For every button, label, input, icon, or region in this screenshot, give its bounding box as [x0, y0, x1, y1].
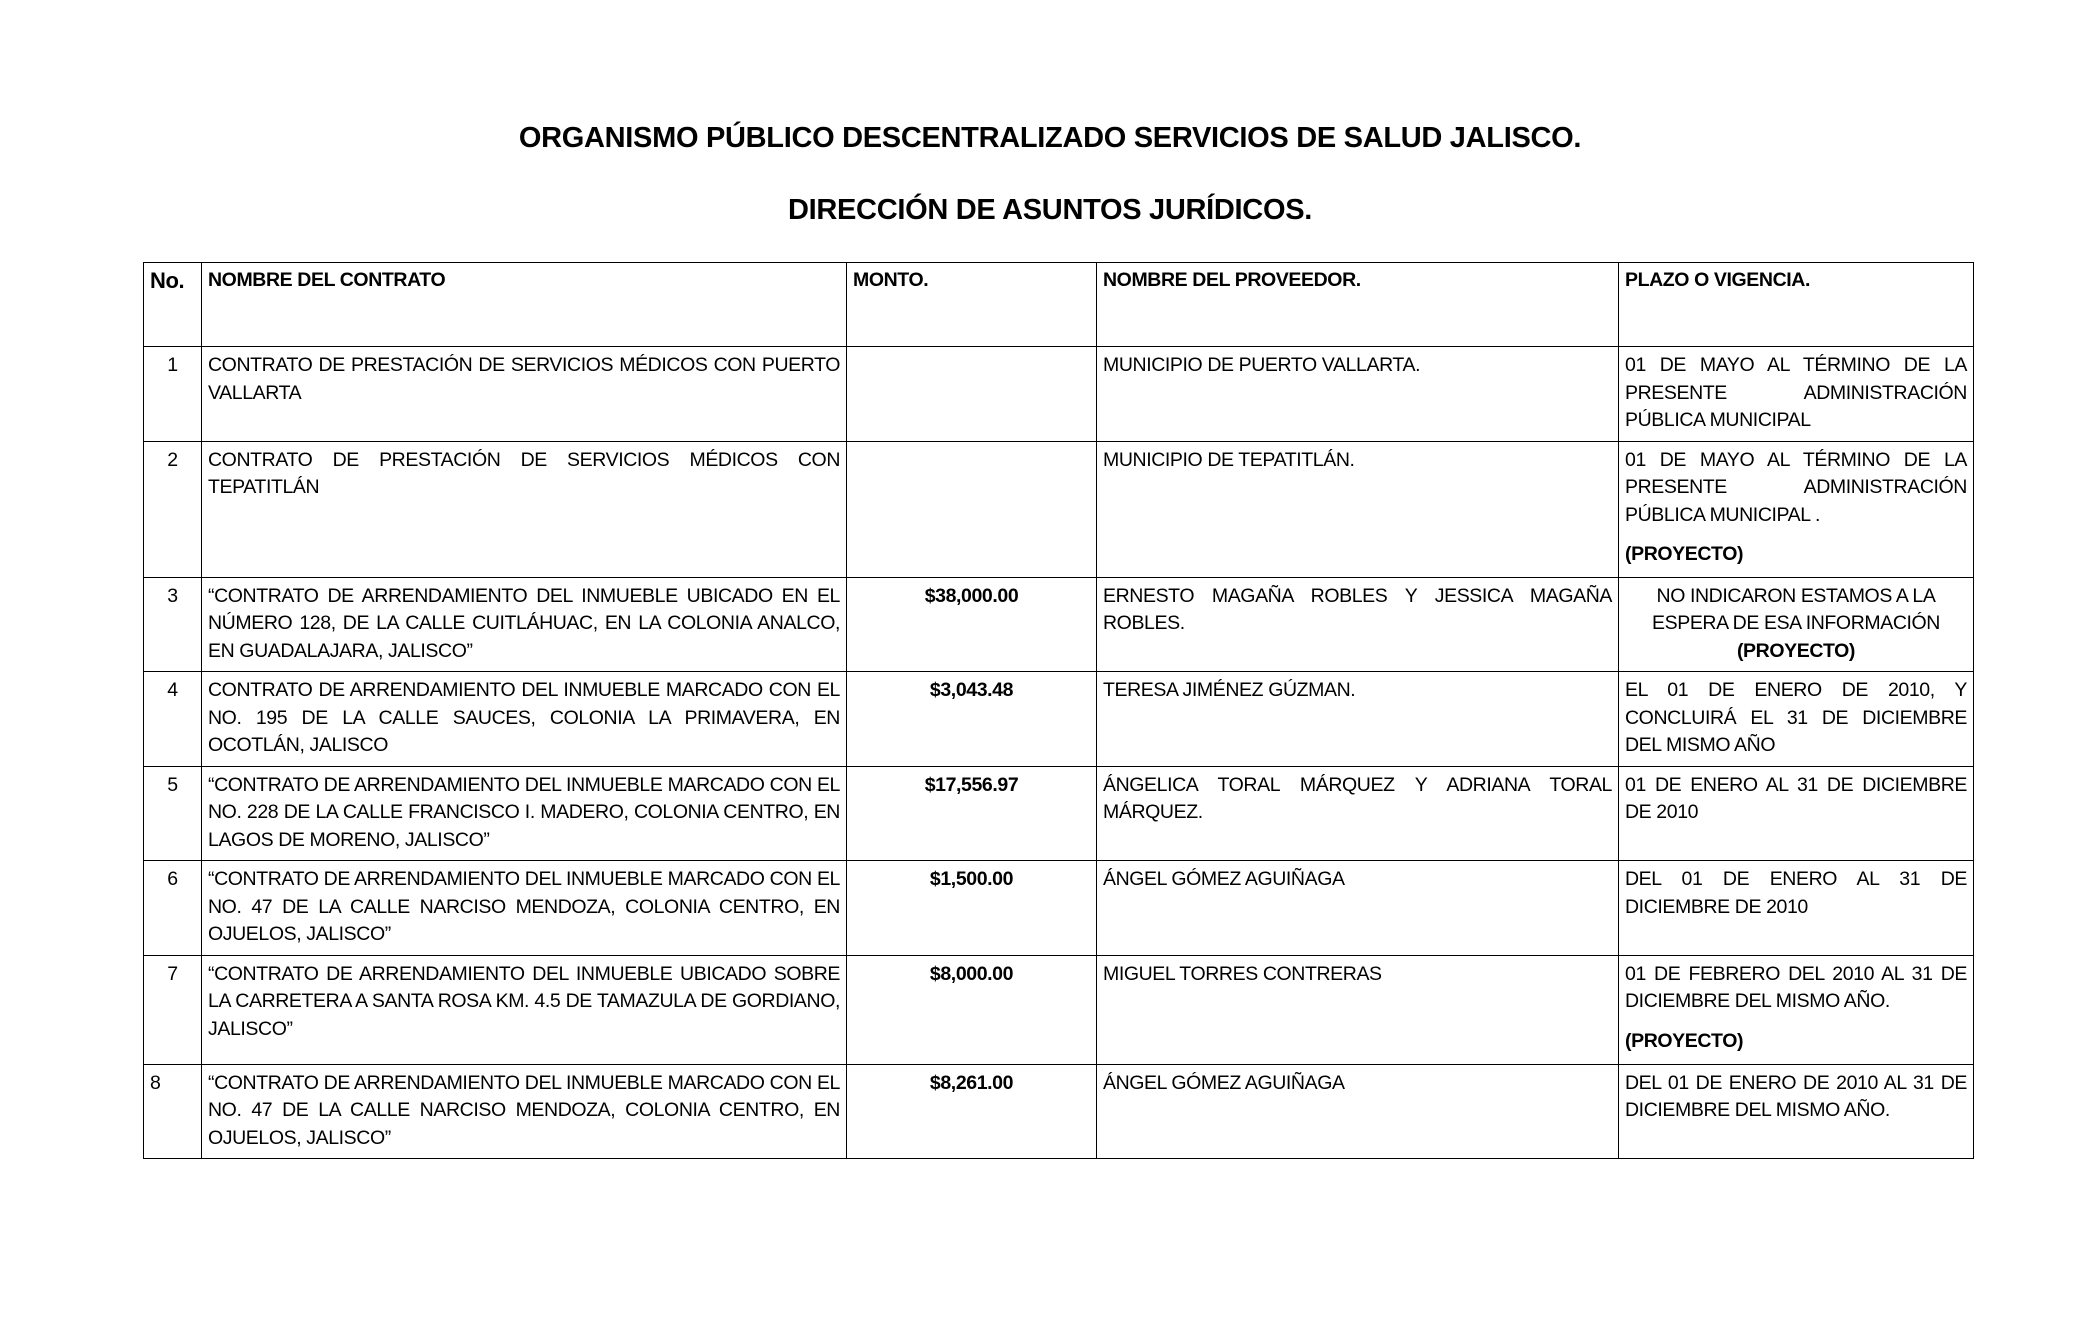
- row-number: 5: [144, 766, 202, 861]
- term-text: 01 DE MAYO AL TÉRMINO DE LA PRESENTE ADMINISTRACIÓN PÚBLICA MUNICIPAL .: [1625, 448, 1967, 526]
- term-cell: [1619, 347, 1974, 442]
- term-cell: [1619, 861, 1974, 956]
- table-row: [144, 577, 1974, 672]
- term-cell: [1619, 1064, 1974, 1159]
- contract-name: “CONTRATO DE ARRENDAMIENTO DEL INMUEBLE UBICADO SOBRE LA CARRETERA A SANTA ROSA KM. 4.5 DE TAMAZULA DE GORDIANO, JALISCO”: [202, 955, 847, 1064]
- row-number: 4: [144, 672, 202, 767]
- term-text: 01 DE MAYO AL TÉRMINO DE LA PRESENTE ADMINISTRACIÓN PÚBLICA MUNICIPAL: [1625, 354, 1967, 431]
- table-row: [144, 861, 1974, 956]
- term-cell: [1619, 766, 1974, 861]
- provider-name: TERESA JIMÉNEZ GÚZMAN.: [1097, 672, 1619, 767]
- table-row: [144, 441, 1974, 577]
- row-number: 7: [144, 955, 202, 1064]
- row-number: 8: [144, 1064, 202, 1159]
- table-row: [144, 766, 1974, 861]
- table-row: [144, 1064, 1974, 1159]
- contract-name: CONTRATO DE ARRENDAMIENTO DEL INMUEBLE MARCADO CON EL NO. 195 DE LA CALLE SAUCES, COLONIA LA PRIMAVERA, EN OCOTLÁN, JALISCO: [202, 672, 847, 767]
- provider-name: ÁNGEL GÓMEZ AGUIÑAGA: [1097, 1064, 1619, 1159]
- header-no: No.: [144, 263, 202, 347]
- table-row: [144, 672, 1974, 767]
- contract-name: “CONTRATO DE ARRENDAMIENTO DEL INMUEBLE MARCADO CON EL NO. 47 DE LA CALLE NARCISO MENDOZA, COLONIA CENTRO, EN OJUELOS, JALISCO”: [202, 861, 847, 956]
- term-text: NO INDICARON ESTAMOS A LA ESPERA DE ESA INFORMACIÓN: [1652, 584, 1940, 634]
- term-cell: [1619, 441, 1974, 577]
- contract-amount: $8,000.00: [847, 955, 1097, 1064]
- provider-name: MUNICIPIO DE PUERTO VALLARTA.: [1097, 347, 1619, 442]
- contract-amount: [847, 441, 1097, 577]
- contract-name: “CONTRATO DE ARRENDAMIENTO DEL INMUEBLE MARCADO CON EL NO. 228 DE LA CALLE FRANCISCO I. MADERO, COLONIA CENTRO, EN LAGOS DE MORENO, JALISCO”: [202, 766, 847, 861]
- term-cell: [1619, 955, 1974, 1064]
- term-cell: [1619, 672, 1974, 767]
- header-plazo: PLAZO O VIGENCIA.: [1619, 263, 1974, 347]
- document-title: ORGANISMO PÚBLICO DESCENTRALIZADO SERVICIOS DE SALUD JALISCO.: [518, 122, 1582, 154]
- header-nombre-contrato: NOMBRE DEL CONTRATO: [202, 263, 847, 347]
- contract-name: CONTRATO DE PRESTACIÓN DE SERVICIOS MÉDICOS CON PUERTO VALLARTA: [202, 347, 847, 442]
- row-number: 2: [144, 441, 202, 577]
- contract-amount: $38,000.00: [847, 577, 1097, 672]
- provider-name: MUNICIPIO DE TEPATITLÁN.: [1097, 441, 1619, 577]
- header-monto: MONTO.: [847, 263, 1097, 347]
- contract-name: CONTRATO DE PRESTACIÓN DE SERVICIOS MÉDICOS CON TEPATITLÁN: [202, 441, 847, 577]
- proyecto-note: (PROYECTO): [1736, 639, 1856, 662]
- table-row: [144, 955, 1974, 1064]
- contract-name: “CONTRATO DE ARRENDAMIENTO DEL INMUEBLE MARCADO CON EL NO. 47 DE LA CALLE NARCISO MENDOZA, COLONIA CENTRO, EN OJUELOS, JALISCO”: [202, 1064, 847, 1159]
- term-text: EL 01 DE ENERO DE 2010, Y CONCLUIRÁ EL 31 DE DICIEMBRE DEL MISMO AÑO: [1625, 679, 1967, 756]
- contract-name: “CONTRATO DE ARRENDAMIENTO DEL INMUEBLE UBICADO EN EL NÚMERO 128, DE LA CALLE CUITLÁHUAC, EN LA COLONIA ANALCO, EN GUADALAJARA, JALISCO”: [202, 577, 847, 672]
- term-text: 01 DE FEBRERO DEL 2010 AL 31 DE DICIEMBRE DEL MISMO AÑO.: [1625, 962, 1967, 1012]
- proyecto-note: (PROYECTO): [1625, 1029, 1744, 1052]
- contract-amount: $17,556.97: [847, 766, 1097, 861]
- contract-amount: $8,261.00: [847, 1064, 1097, 1159]
- term-cell: [1619, 577, 1974, 672]
- header-proveedor: NOMBRE DEL PROVEEDOR.: [1097, 263, 1619, 347]
- provider-name: ÁNGEL GÓMEZ AGUIÑAGA: [1097, 861, 1619, 956]
- contract-amount: [847, 347, 1097, 442]
- contracts-table: [143, 262, 1974, 1159]
- provider-name: ERNESTO MAGAÑA ROBLES Y JESSICA MAGAÑA ROBLES.: [1097, 577, 1619, 672]
- contract-amount: $3,043.48: [847, 672, 1097, 767]
- table-row: [144, 347, 1974, 442]
- contract-amount: $1,500.00: [847, 861, 1097, 956]
- term-text: 01 DE ENERO AL 31 DE DICIEMBRE DE 2010: [1625, 773, 1967, 823]
- proyecto-note: (PROYECTO): [1625, 543, 1744, 565]
- row-number: 6: [144, 861, 202, 956]
- row-number: 3: [144, 577, 202, 672]
- document-subtitle: DIRECCIÓN DE ASUNTOS JURÍDICOS.: [787, 194, 1313, 226]
- row-number: 1: [144, 347, 202, 442]
- term-text: DEL 01 DE ENERO AL 31 DE DICIEMBRE DE 2010: [1625, 868, 1967, 918]
- table-header-row: [144, 263, 1974, 347]
- term-text: DEL 01 DE ENERO DE 2010 AL 31 DE DICIEMBRE DEL MISMO AÑO.: [1625, 1071, 1967, 1121]
- provider-name: MIGUEL TORRES CONTRERAS: [1097, 955, 1619, 1064]
- provider-name: ÁNGELICA TORAL MÁRQUEZ Y ADRIANA TORAL MÁRQUEZ.: [1097, 766, 1619, 861]
